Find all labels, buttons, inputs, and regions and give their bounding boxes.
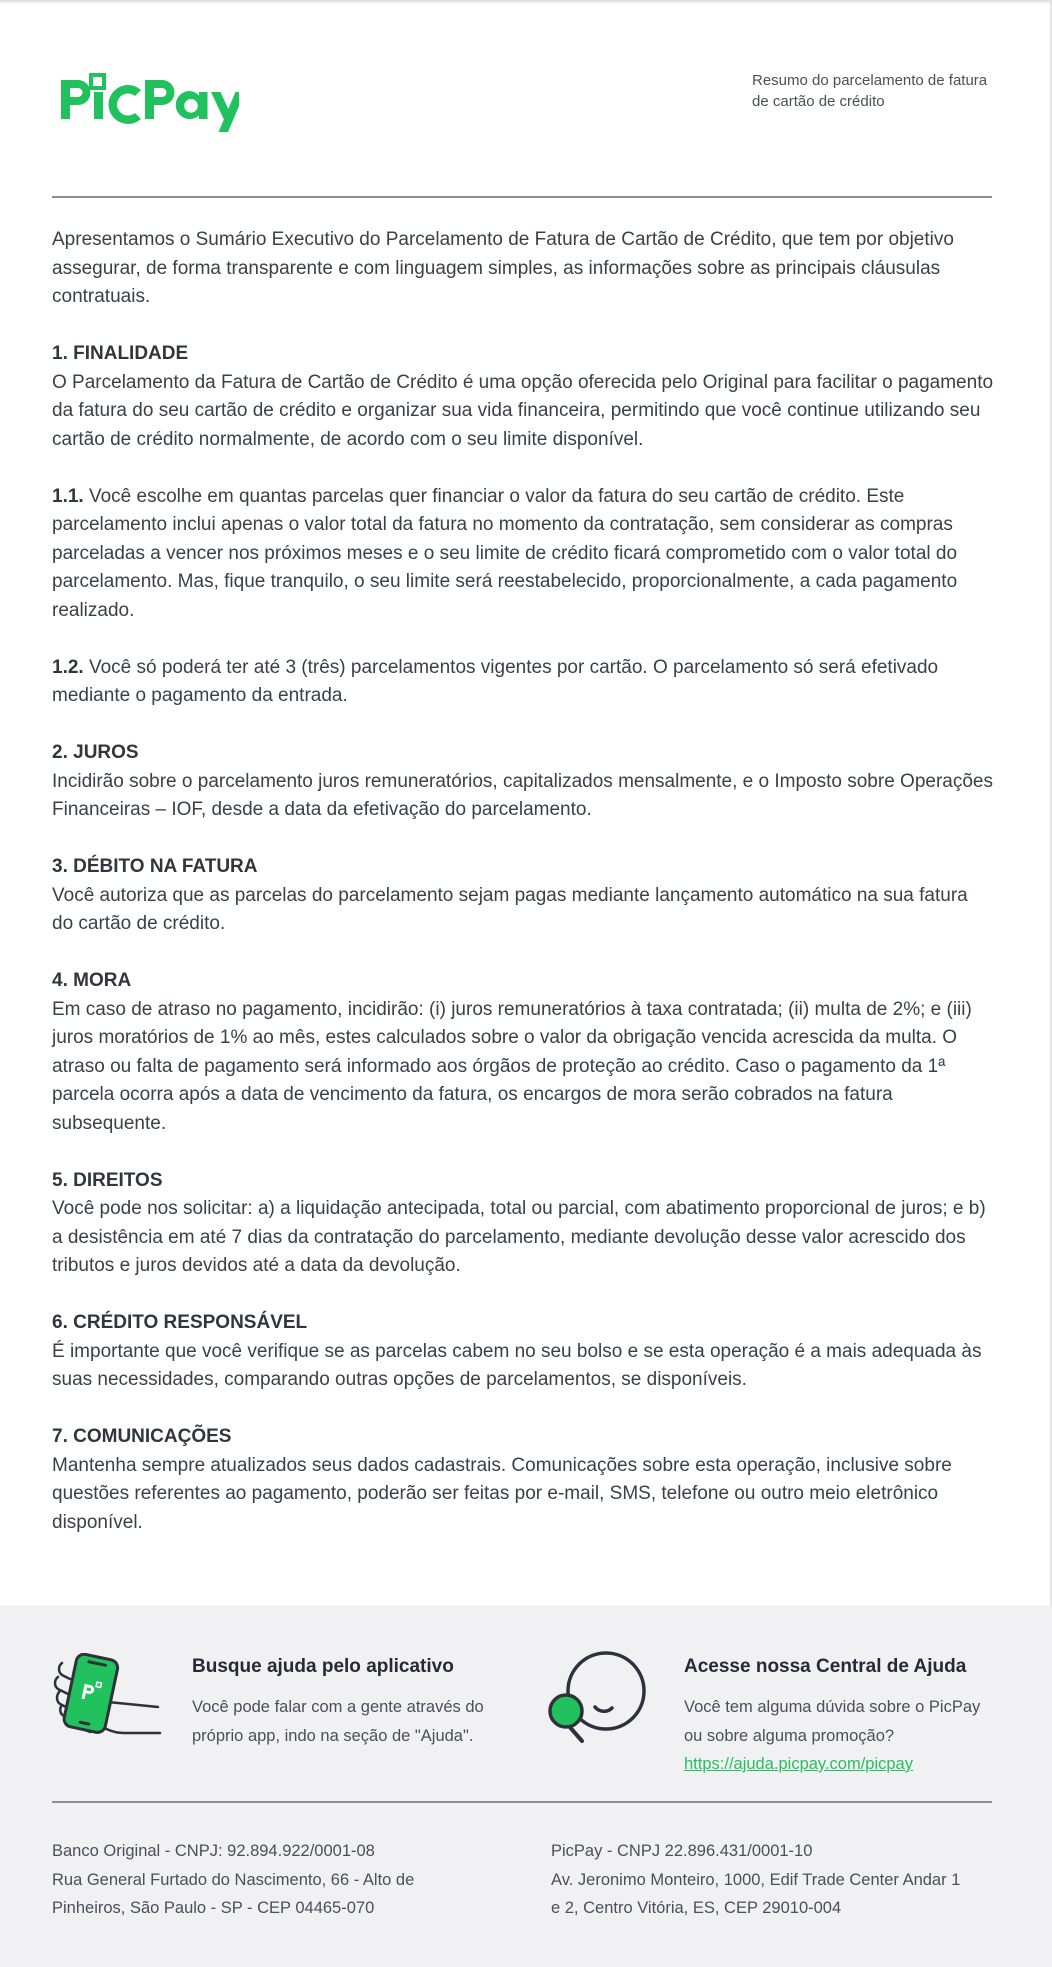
phone-hand-icon: [50, 1653, 166, 1743]
section-heading: 5. DIREITOS: [52, 1169, 163, 1191]
section-comunicacoes: [52, 1423, 994, 1537]
footer-divider: [52, 1801, 992, 1803]
help-footer: [0, 1605, 1052, 1967]
section-text: Você só poderá ter até 3 (três) parcelamentos vigentes por cartão. O parcelamento só será efetivado mediante o pagamento da entrada.: [52, 656, 939, 706]
section-debito: [52, 853, 994, 939]
help-center-title: Acesse nossa Central de Ajuda: [684, 1656, 967, 1677]
section-direitos: [52, 1167, 994, 1281]
section-text: Você escolhe em quantas parcelas quer financiar o valor da fatura do seu cartão de crédito. Este parcelamento inclui apenas o valor total da fatura no momento da contratação, sem considerar as compras parceladas a vencer nos próximos meses e o seu limite de crédito ficará comprometido com o valor total do parcelamento. Mas, fique tranquilo, o seu limite será reestabelecido, proporcionalmente, a cada pagamento realizado.: [52, 485, 958, 621]
section-heading: 3. DÉBITO NA FATURA: [52, 856, 258, 877]
app-help-title: Busque ajuda pelo aplicativo: [192, 1656, 454, 1677]
section-text: Você pode nos solicitar: a) a liquidação antecipada, total ou parcial, com abatimento proporcional de juros; e b) a desistência em até 7 dias da contratação do parcelamento, mediante devolução desse valor acrescido dos tributos e juros devidos até a data da devolução.: [52, 1198, 986, 1276]
section-text: Mantenha sempre atualizados seus dados cadastrais. Comunicações sobre esta operação, inclusive sobre questões referentes ao pagamento, poderão ser feitas por e-mail, SMS, telefone ou outro meio eletrônico disponível.: [52, 1454, 952, 1533]
section-heading: 6. CRÉDITO RESPONSÁVEL: [52, 1312, 308, 1333]
section-heading: 1. FINALIDADE: [52, 343, 189, 364]
help-center-text: Você tem alguma dúvida sobre o PicPay ou sobre alguma promoção?: [684, 1698, 981, 1745]
app-help-card: [192, 1655, 502, 1750]
clause-number: 1.2.: [52, 656, 84, 678]
company-original: [52, 1837, 472, 1923]
company-original-address: Rua General Furtado do Nascimento, 66 - Alto de: [52, 1870, 415, 1889]
app-help-text: Você pode falar com a gente através do próprio app, indo na seção de "Ajuda".: [192, 1698, 484, 1745]
company-picpay-address: Av. Jeronimo Monteiro, 1000, Edif Trade Center Andar 1: [551, 1870, 961, 1889]
intro-paragraph: Apresentamos o Sumário Executivo do Parcelamento de Fatura de Cartão de Crédito, que tem por objetivo assegurar, de forma transparente e com linguagem simples, as informações sobre as principais cláusulas contratuais.: [52, 229, 954, 307]
section-heading: 4. MORA: [52, 970, 132, 991]
company-picpay-address-2: e 2, Centro Vitória, ES, CEP 29010-004: [551, 1899, 842, 1917]
section-1-1: [52, 483, 994, 626]
section-text: Incidirão sobre o parcelamento juros remuneratórios, capitalizados mensalmente, e o Imposto sobre Operações Financeiras – IOF, desde a data da efetivação do parcelamento.: [52, 770, 993, 820]
company-picpay-cnpj: PicPay - CNPJ 22.896.431/0001-10: [551, 1842, 813, 1860]
section-text: É importante que você verifique se as parcelas cabem no seu bolso e se esta operação é a mais adequada às suas necessidades, comparando outras opções de parcelamentos, se disponíveis.: [52, 1340, 982, 1390]
document-body: [52, 226, 994, 1566]
section-finalidade: [52, 340, 994, 454]
section-mora: [52, 967, 994, 1138]
company-picpay: [551, 1837, 1001, 1923]
section-text: O Parcelamento da Fatura de Cartão de Crédito é uma opção oferecida pelo Original para facilitar o pagamento da fatura do seu cartão de crédito e organizar sua vida financeira, permitindo que você continue utilizando seu cartão de crédito normalmente, de acordo com o seu limite disponível.: [52, 371, 994, 450]
section-heading: 2. JUROS: [52, 742, 139, 763]
section-1-2: [52, 654, 994, 711]
magnifier-face-icon: [546, 1651, 662, 1747]
section-juros: [52, 739, 994, 825]
picpay-logo: [59, 70, 239, 137]
help-center-card: [684, 1655, 1000, 1779]
section-credito-responsavel: [52, 1309, 994, 1395]
clause-number: 1.1.: [52, 485, 84, 507]
company-original-cnpj: Banco Original - CNPJ: 92.894.922/0001-08: [52, 1842, 375, 1860]
company-original-address-2: Pinheiros, São Paulo - SP - CEP 04465-070: [52, 1899, 375, 1917]
document-title: Resumo do parcelamento de fatura de cartão de crédito: [752, 72, 988, 110]
section-heading: 7. COMUNICAÇÕES: [52, 1426, 232, 1447]
help-center-link[interactable]: https://ajuda.picpay.com/picpay: [684, 1755, 913, 1773]
section-text: Você autoriza que as parcelas do parcelamento sejam pagas mediante lançamento automático na sua fatura do cartão de crédito.: [52, 884, 968, 934]
section-text: Em caso de atraso no pagamento, incidirão: (i) juros remuneratórios à taxa contratada; (ii) multa de 2%; e (iii) juros moratórios de 1% ao mês, estes calculados sobre o valor da obrigação vencida acrescida da multa. O atraso ou falta de pagamento será informado aos órgãos de proteção ao crédito. Caso o pagamento da 1ª parcela ocorra após a data de vencimento da fatura, os encargos de mora serão cobrados na fatura subsequente.: [52, 998, 972, 1134]
picpay-logo-icon: [59, 70, 239, 132]
document-header: [52, 0, 992, 198]
